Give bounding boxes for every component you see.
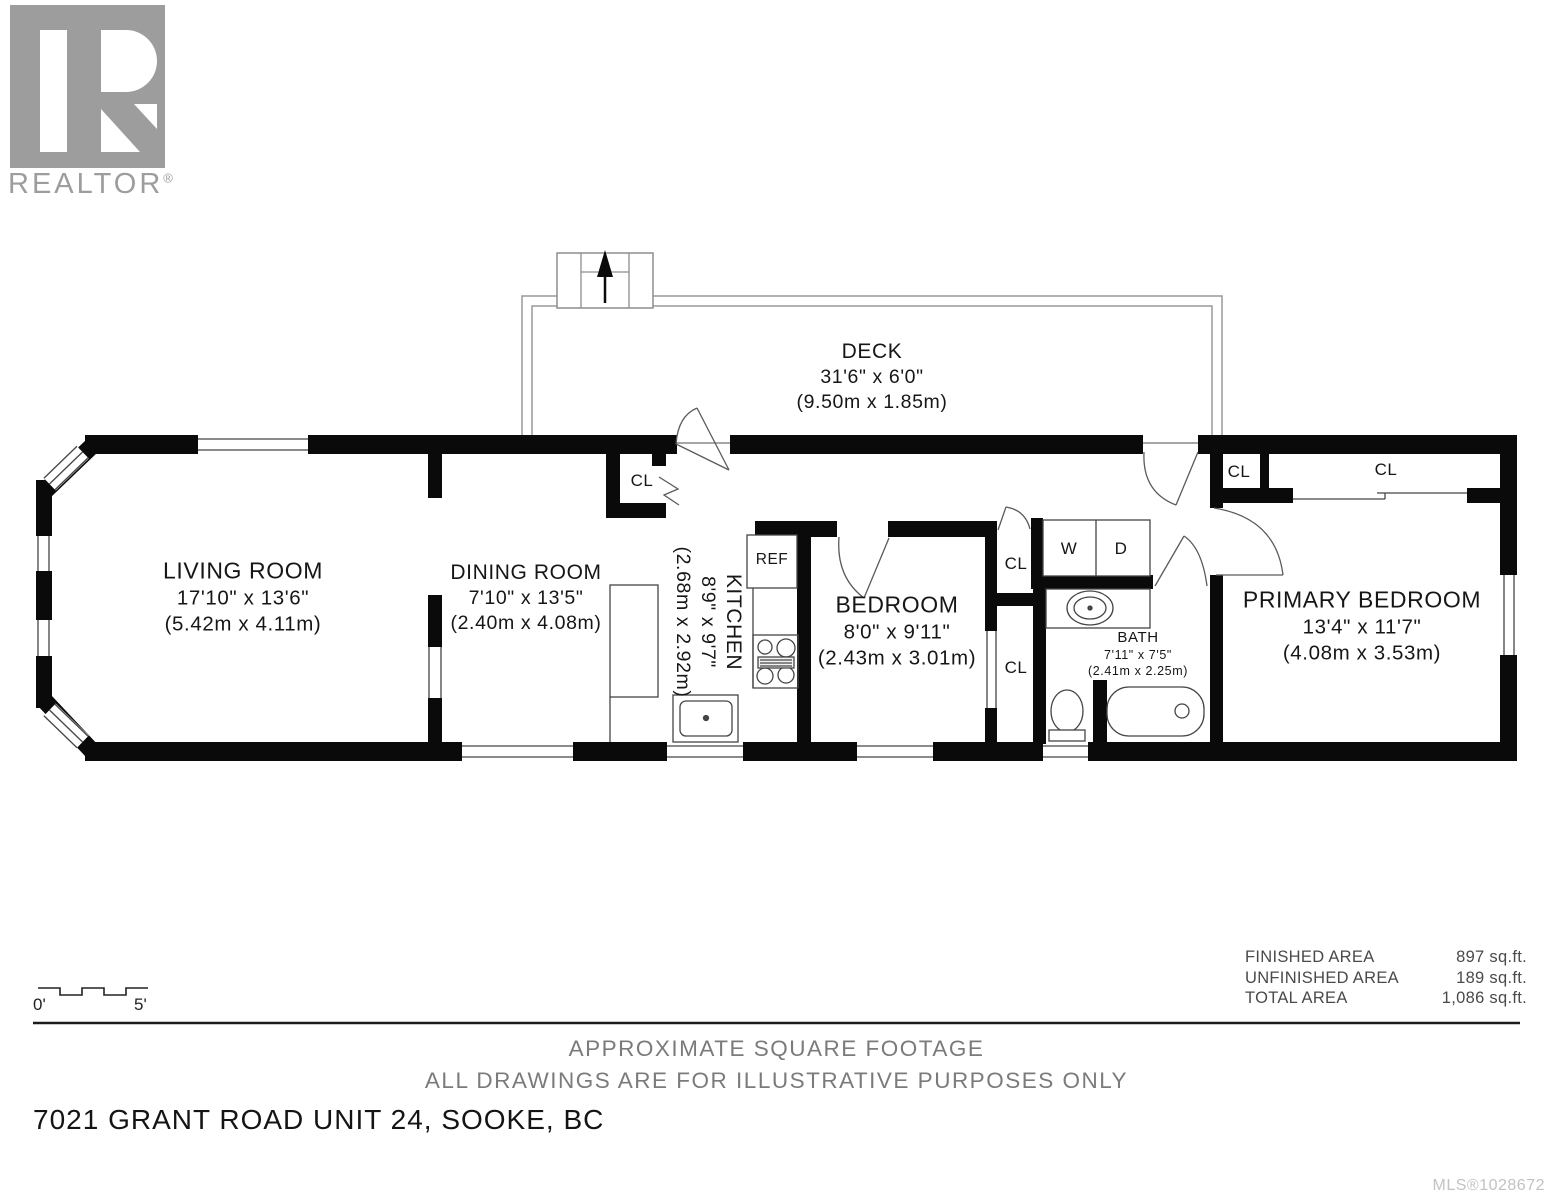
room-dims-imperial: 17'10" x 13'6" (176, 586, 310, 610)
room-label-bath (1088, 629, 1188, 679)
kitchen-sink-icon (673, 695, 738, 742)
closet-label-entry: CL (630, 471, 654, 490)
realtor-logo (10, 5, 165, 168)
realtor-wordmark-text: REALTOR (8, 168, 164, 200)
room-dims-metric: (9.50m x 1.85m) (796, 391, 948, 414)
room-dims-metric: (2.43m x 3.01m) (817, 646, 977, 670)
fridge-label: REF (755, 551, 789, 568)
room-dims-imperial: 8'9" x 9'7" (696, 576, 719, 668)
room-dims-metric: (5.42m x 4.11m) (164, 612, 322, 636)
room-label-primary (1243, 586, 1481, 667)
washer-dryer-box (1043, 520, 1150, 576)
door-bifold-closet (659, 477, 679, 505)
realtor-wordmark (8, 168, 173, 201)
area-label: UNFINISHED AREA (1245, 968, 1399, 987)
closet-label-hall: CL (1004, 554, 1028, 573)
area-value: 897 sq.ft. (1456, 948, 1527, 966)
door-arc-hall-closet (998, 507, 1030, 530)
closet-label-primary-small: CL (1227, 462, 1251, 481)
room-name: PRIMARY BEDROOM (1242, 586, 1482, 613)
room-dims-metric: (2.41m x 2.25m) (1087, 663, 1189, 678)
registered-symbol: ® (163, 170, 173, 186)
property-address: 7021 GRANT ROAD UNIT 24, SOOKE, BC (33, 1104, 605, 1135)
area-row (1245, 968, 1527, 989)
door-arc-entry (676, 408, 729, 470)
door-arc-hall (1144, 452, 1198, 505)
area-row (1245, 947, 1527, 968)
room-name: BEDROOM (835, 591, 959, 618)
door-arc-bedroom (839, 537, 889, 598)
vanity-sink-icon (1046, 589, 1150, 628)
area-row (1245, 988, 1527, 1009)
room-dims-metric: (2.40m x 4.08m) (450, 612, 602, 635)
room-label-dining (450, 560, 601, 636)
closet-label-primary-large: CL (1374, 460, 1398, 479)
room-label-bedroom (818, 591, 976, 672)
room-label-living (163, 557, 323, 638)
area-summary (1245, 947, 1527, 1009)
room-dims-imperial: 8'0" x 9'11" (843, 620, 951, 644)
washer-label: W (1060, 539, 1078, 558)
room-name: DINING ROOM (450, 561, 602, 585)
area-label: TOTAL AREA (1245, 989, 1348, 1007)
room-dims-imperial: 31'6" x 6'0" (820, 366, 924, 389)
disclaimer-line-1: APPROXIMATE SQUARE FOOTAGE (568, 1036, 985, 1061)
bathtub-icon (1107, 687, 1204, 736)
room-label-deck (797, 339, 948, 415)
scale-end-label: 5' (134, 995, 147, 1014)
area-label: FINISHED AREA (1245, 948, 1375, 966)
room-name: BATH (1117, 628, 1159, 646)
area-value: 189 sq.ft. (1456, 968, 1527, 987)
closet-label-bedroom: CL (1004, 658, 1028, 677)
dryer-label: D (1114, 539, 1128, 558)
room-label-kitchen (670, 547, 746, 698)
stairs-icon (557, 250, 653, 308)
area-value: 1,086 sq.ft. (1441, 989, 1527, 1007)
room-dims-metric: (4.08m x 3.53m) (1282, 641, 1442, 665)
room-name: DECK (841, 340, 903, 364)
disclaimer-line-2: ALL DRAWINGS ARE FOR ILLUSTRATIVE PURPOSES ONLY (424, 1068, 1129, 1093)
room-dims-imperial: 7'11" x 7'5" (1104, 647, 1172, 662)
stove-icon (753, 635, 798, 688)
room-dims-metric: (2.68m x 2.92m) (671, 546, 694, 698)
scale-bar (38, 988, 148, 995)
scale-start-label: 0' (33, 995, 46, 1014)
room-name: LIVING ROOM (163, 557, 323, 584)
door-arc-bath (1155, 536, 1207, 586)
toilet-icon (1049, 690, 1085, 741)
door-arc-primary (1214, 508, 1283, 575)
bay-window-bottom (43, 704, 89, 749)
room-dims-imperial: 7'10" x 13'5" (468, 587, 584, 610)
bay-window-top (43, 446, 89, 491)
room-dims-imperial: 13'4" x 11'7" (1302, 615, 1422, 639)
mls-number: MLS®1028672 (1432, 1177, 1545, 1194)
room-name: KITCHEN (721, 573, 745, 671)
